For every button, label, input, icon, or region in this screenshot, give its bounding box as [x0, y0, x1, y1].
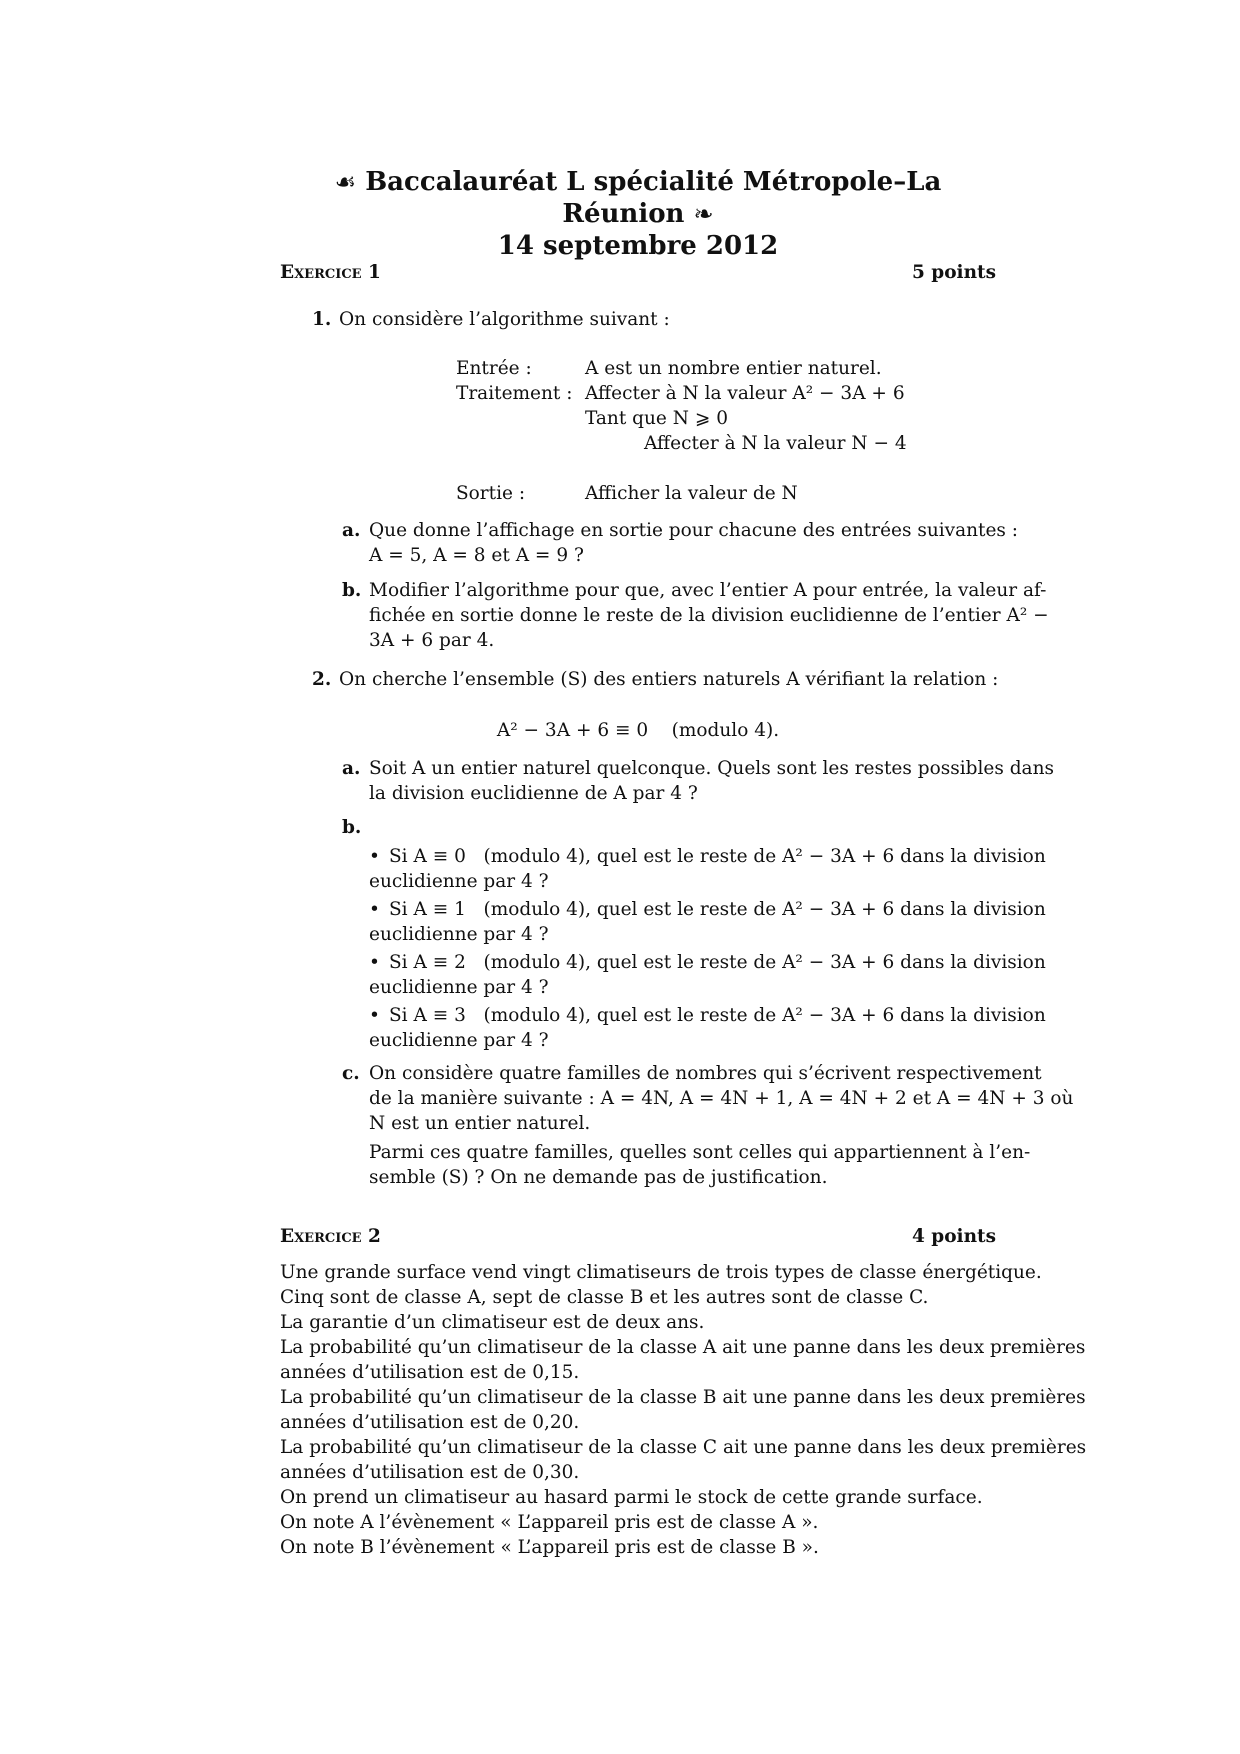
bullet-line-2: euclidienne par 4 ?	[369, 1030, 549, 1051]
ornament-right-icon: ❧	[693, 200, 714, 228]
q2a-line-2: la division euclidienne de A par 4 ?	[369, 783, 698, 804]
bullet-icon: •	[369, 952, 380, 973]
q1a-label: a.	[342, 520, 361, 541]
bullet-item	[369, 844, 1046, 869]
q2c-line-3: N est un entier naturel.	[369, 1113, 591, 1134]
ex2-line: Cinq sont de classe A, sept de classe B et les autres sont de classe C.	[280, 1287, 929, 1308]
bullet-item	[369, 1003, 1046, 1028]
ex2-line: années d’utilisation est de 0,20.	[280, 1412, 580, 1433]
exercise-2-points: 4 points	[911, 1226, 996, 1247]
q2c-line-1: On considère quatre familles de nombres qui s’écrivent respectivement	[369, 1063, 1042, 1084]
ex2-line: Une grande surface vend vingt climatiseurs de trois types de classe énergétique.	[280, 1262, 1042, 1283]
algo-entree-label: Entrée :	[456, 358, 532, 379]
q2c-line-2: de la manière suivante : A = 4N, A = 4N + 1, A = 4N + 2 et A = 4N + 3 où	[369, 1088, 1074, 1109]
ornament-left-icon: ☙	[334, 168, 357, 196]
ex2-line: années d’utilisation est de 0,30.	[280, 1462, 580, 1483]
ex2-line: La probabilité qu’un climatiseur de la classe C ait une panne dans les deux premières	[280, 1437, 1087, 1458]
algo-traitement-line-2: Tant que N ⩾ 0	[585, 408, 728, 429]
bullet-line-1: Si A ≡ 1 (modulo 4), quel est le reste de A² − 3A + 6 dans la division	[389, 899, 1046, 920]
q2-equation: A² − 3A + 6 ≡ 0 (modulo 4).	[496, 720, 780, 741]
algo-sortie-text: Afficher la valeur de N	[585, 483, 798, 504]
algo-entree-text: A est un nombre entier naturel.	[585, 358, 882, 379]
exercise-1-header	[280, 260, 996, 285]
q2a-line-1: Soit A un entier naturel quelconque. Quels sont les restes possibles dans	[369, 758, 1054, 779]
bullet-item	[369, 897, 1046, 922]
bullet-line-1: Si A ≡ 0 (modulo 4), quel est le reste de A² − 3A + 6 dans la division	[389, 846, 1046, 867]
bullet-line-2: euclidienne par 4 ?	[369, 871, 549, 892]
q1b-label: b.	[342, 580, 362, 601]
q1-text: On considère l’algorithme suivant :	[339, 309, 670, 330]
ex2-line: On note B l’évènement « L’appareil pris est de classe B ».	[280, 1537, 819, 1558]
q2c-line-4: Parmi ces quatre familles, quelles sont celles qui appartiennent à l’en-	[369, 1142, 1031, 1163]
bullet-line-1: Si A ≡ 3 (modulo 4), quel est le reste de A² − 3A + 6 dans la division	[389, 1005, 1046, 1026]
ex2-line: On prend un climatiseur au hasard parmi le stock de cette grande surface.	[280, 1487, 983, 1508]
exercise-2-body	[280, 1260, 1087, 1560]
bullet-item	[369, 950, 1046, 975]
q2c-label: c.	[342, 1063, 360, 1084]
q1b-line-2: fichée en sortie donne le reste de la division euclidienne de l’entier A² −	[369, 605, 1049, 626]
q1a-line-2: A = 5, A = 8 et A = 9 ?	[369, 545, 584, 566]
bullet-line-2: euclidienne par 4 ?	[369, 977, 549, 998]
algo-traitement-label: Traitement :	[456, 383, 573, 404]
bullet-icon: •	[369, 846, 380, 867]
ex2-line: La garantie d’un climatiseur est de deux ans.	[280, 1312, 705, 1333]
exercise-1-label: Exercice 1	[280, 262, 381, 283]
q2-number: 2.	[312, 669, 332, 690]
exercise-2-label: Exercice 2	[280, 1226, 381, 1247]
q2-text: On cherche l’ensemble (S) des entiers naturels A vérifiant la relation :	[339, 669, 999, 690]
q2a-label: a.	[342, 758, 361, 779]
bullet-icon: •	[369, 1005, 380, 1026]
title-text: Baccalauréat L spécialité Métropole–La Réunion	[365, 167, 942, 229]
document-title	[280, 166, 996, 262]
ex2-line: On note A l’évènement « L’appareil pris est de classe A ».	[280, 1512, 819, 1533]
q2c-line-5: semble (S) ? On ne demande pas de justification.	[369, 1167, 828, 1188]
ex2-line: La probabilité qu’un climatiseur de la classe B ait une panne dans les deux premières	[280, 1387, 1086, 1408]
algo-sortie-label: Sortie :	[456, 483, 526, 504]
q2b-label: b.	[342, 817, 362, 838]
q1a-line-1: Que donne l’affichage en sortie pour chacune des entrées suivantes :	[369, 520, 1019, 541]
q1b-line-1: Modifier l’algorithme pour que, avec l’entier A pour entrée, la valeur af-	[369, 580, 1047, 601]
bullet-line-2: euclidienne par 4 ?	[369, 924, 549, 945]
title-date: 14 septembre 2012	[497, 231, 779, 261]
q1-number: 1.	[312, 309, 332, 330]
algo-traitement-line-1: Affecter à N la valeur A² − 3A + 6	[585, 383, 905, 404]
bullet-line-1: Si A ≡ 2 (modulo 4), quel est le reste de A² − 3A + 6 dans la division	[389, 952, 1046, 973]
exercise-1-points: 5 points	[911, 262, 996, 283]
exercise-2-header	[280, 1224, 996, 1249]
title-line-1	[280, 166, 996, 230]
ex2-line: La probabilité qu’un climatiseur de la classe A ait une panne dans les deux premières	[280, 1337, 1086, 1358]
algo-traitement-line-3: Affecter à N la valeur N − 4	[644, 433, 907, 454]
q1b-line-3: 3A + 6 par 4.	[369, 630, 495, 651]
bullet-icon: •	[369, 899, 380, 920]
ex2-line: années d’utilisation est de 0,15.	[280, 1362, 580, 1383]
